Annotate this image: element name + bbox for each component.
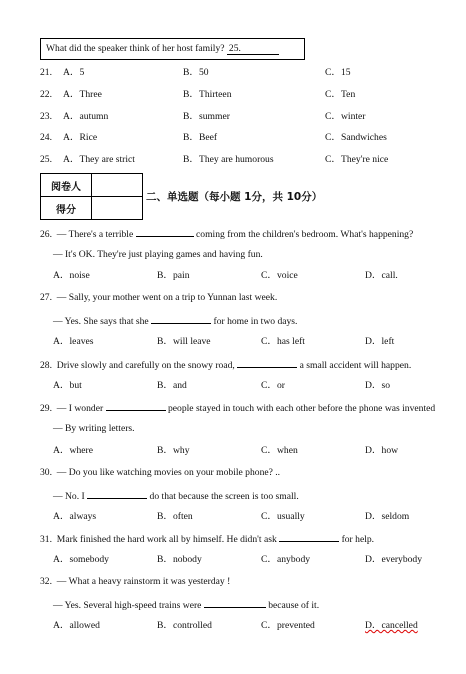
option-d: D．cancelled bbox=[365, 620, 418, 631]
grader-table bbox=[40, 173, 143, 220]
option-c: C．Ten bbox=[325, 89, 356, 100]
list-item-num: 23. bbox=[40, 111, 52, 122]
question-28: 28. Drive slowly and carefully on the snowy road, a small accident will happen. bbox=[40, 360, 412, 371]
question-31: 31. Mark finished the hard work all by himself. He didn't ask for help. bbox=[40, 534, 375, 545]
option-b: B．why bbox=[157, 445, 190, 456]
option-a: A．but bbox=[53, 380, 82, 391]
question-30-reply: — No. I do that because the screen is too small. bbox=[53, 491, 299, 502]
question-26: 26. — There's a terrible coming from the children's bedroom. What's happening? bbox=[40, 229, 414, 240]
option-a: A．Rice bbox=[63, 132, 98, 143]
option-b: B．Beef bbox=[183, 132, 218, 143]
question-box-text: What did the speaker think of her host family? 25. bbox=[46, 43, 279, 55]
option-d: D．call. bbox=[365, 270, 398, 281]
option-a: A．somebody bbox=[53, 554, 109, 565]
option-b: B．summer bbox=[183, 111, 230, 122]
section-title: 二、单选题（每小题 1分，共 10分） bbox=[146, 191, 323, 203]
option-b: B．will leave bbox=[157, 336, 211, 347]
option-a: A．leaves bbox=[53, 336, 94, 347]
option-b: B．Thirteen bbox=[183, 89, 232, 100]
answer-blank bbox=[106, 401, 166, 411]
question-32: 32. — What a heavy rainstorm it was yesterday ! bbox=[40, 576, 231, 587]
option-a: A．They are strict bbox=[63, 154, 135, 165]
answer-blank: 25. bbox=[227, 43, 279, 55]
question-27: 27. — Sally, your mother went on a trip to Yunnan last week. bbox=[40, 292, 278, 303]
option-a: A．where bbox=[53, 445, 93, 456]
option-c: C．winter bbox=[325, 111, 366, 122]
option-d: D．seldom bbox=[365, 511, 410, 522]
question-29: 29. — I wonder people stayed in touch with each other before the phone was invented bbox=[40, 403, 436, 414]
option-c: C．15 bbox=[325, 67, 351, 78]
option-a: A．Three bbox=[63, 89, 102, 100]
option-b: B．and bbox=[157, 380, 187, 391]
option-a: A．autumn bbox=[63, 111, 109, 122]
option-c: C．They're nice bbox=[325, 154, 389, 165]
answer-blank bbox=[136, 227, 194, 237]
answer-blank bbox=[87, 489, 147, 499]
option-c: C．anybody bbox=[261, 554, 311, 565]
option-b: B．50 bbox=[183, 67, 209, 78]
option-c: C．prevented bbox=[261, 620, 315, 631]
list-item-num: 21. bbox=[40, 67, 52, 78]
option-b: B．nobody bbox=[157, 554, 202, 565]
list-item-num: 24. bbox=[40, 132, 52, 143]
option-c: C．when bbox=[261, 445, 298, 456]
option-d: D．everybody bbox=[365, 554, 423, 565]
list-item-num: 22. bbox=[40, 89, 52, 100]
option-b: B．often bbox=[157, 511, 193, 522]
option-a: A．noise bbox=[53, 270, 90, 281]
option-d: D．how bbox=[365, 445, 399, 456]
question-27-reply: — Yes. She says that she for home in two days. bbox=[53, 316, 298, 327]
option-d: D．so bbox=[365, 380, 391, 391]
option-c: C．Sandwiches bbox=[325, 132, 387, 143]
question-26-reply: — It's OK. They're just playing games and having fun. bbox=[53, 249, 263, 260]
option-d: D．left bbox=[365, 336, 395, 347]
option-a: A．allowed bbox=[53, 620, 100, 631]
question-30: 30. — Do you like watching movies on your mobile phone? .. bbox=[40, 467, 281, 478]
option-c: C．voice bbox=[261, 270, 298, 281]
answer-blank bbox=[279, 532, 339, 542]
question-29-reply: — By writing letters. bbox=[53, 423, 135, 434]
option-c: C．or bbox=[261, 380, 285, 391]
option-c: C．has left bbox=[261, 336, 305, 347]
score-cell bbox=[92, 197, 143, 220]
option-b: B．They are humorous bbox=[183, 154, 274, 165]
reviewer-label: 阅卷人 bbox=[41, 174, 92, 197]
answer-blank bbox=[237, 358, 297, 368]
question-32-reply: — Yes. Several high-speed trains were because of it. bbox=[53, 600, 320, 611]
answer-blank bbox=[151, 314, 211, 324]
option-b: B．pain bbox=[157, 270, 190, 281]
option-c: C．usually bbox=[261, 511, 305, 522]
option-b: B．controlled bbox=[157, 620, 212, 631]
option-a: A．always bbox=[53, 511, 97, 522]
option-a: A．5 bbox=[63, 67, 85, 78]
reviewer-cell bbox=[92, 174, 143, 197]
list-item-num: 25. bbox=[40, 154, 52, 165]
answer-blank bbox=[204, 598, 266, 608]
score-label: 得分 bbox=[41, 197, 92, 220]
